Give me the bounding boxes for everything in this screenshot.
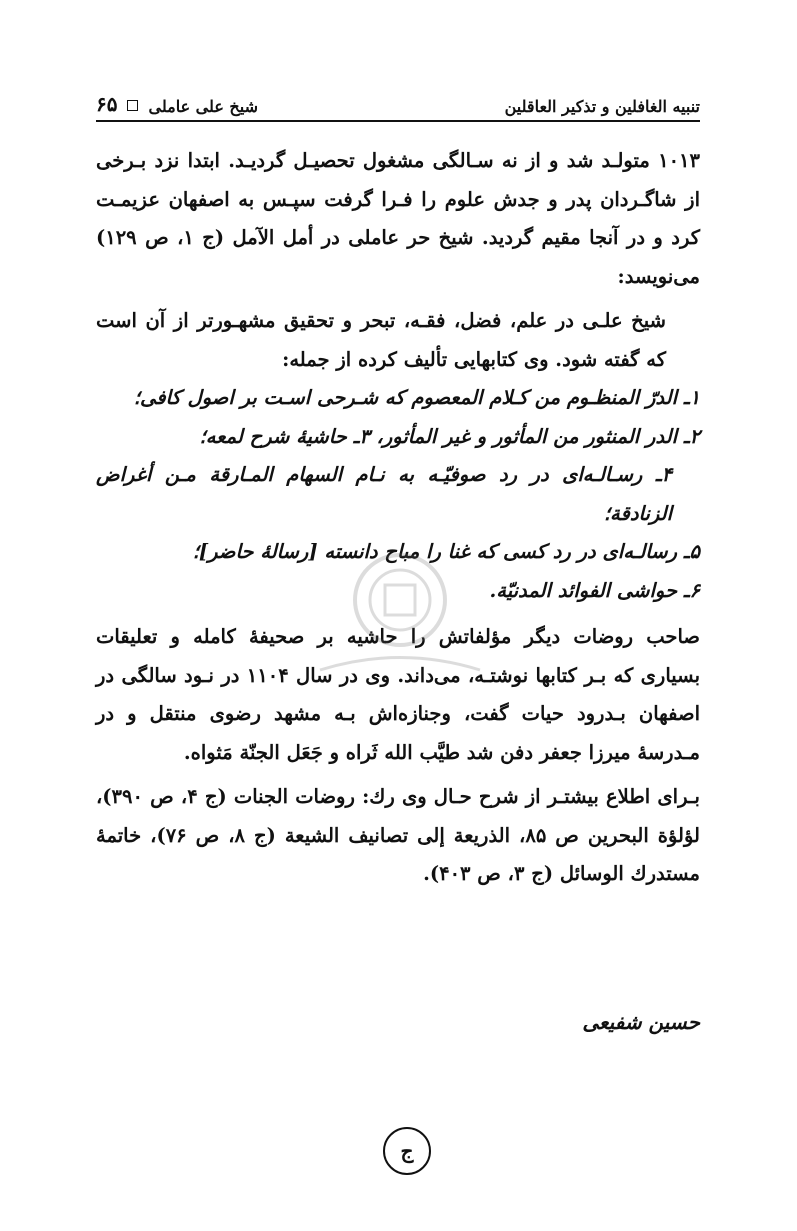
book-title: تنبیه الغافلین و تذکیر العاقلین [504, 97, 700, 116]
footer-page-letter: ج [400, 1139, 414, 1163]
author-name: شیخ علی عاملی [148, 97, 258, 116]
square-separator-icon [127, 100, 138, 111]
list-item-1: ۱ـ الدرّ المنظـوم من کـلام المعصوم که شـرحی اسـت بر اصول کافی؛ [133, 386, 700, 409]
quote-hurr-amili: شیخ علـی در علم، فضل، فقـه، تبحر و تحقیق مشهـورتر از آن است که گفته شود. وی کتابهایی تألیف کرده از جمله: [96, 309, 666, 371]
footer-page-mark [383, 1127, 431, 1175]
paragraph-references: بـرای اطلاع بیشتـر از شرح حـال وی رك: روضات الجنات (ج ۴، ص ۳۹۰)، لؤلؤة البحرین ص ۸۵، الذریعة إلی تصانیف الشیعة (ج ۸، ص ۷۶)، خاتمهٔ مستدرك الوسائل (ج ۳، ص ۴۰۳). [96, 785, 700, 885]
body-text [96, 142, 700, 900]
paragraph-other-works: صاحب روضات دیگر مؤلفاتش را حاشیه بر صحیفهٔ کامله و تعلیقات بسیاری که بـر کتابها نوشتـه، می‌داند. وی در سال ۱۱۰۴ در نـود سالگی در اصفهان بـدرود حیات گفت، وجنازه‌اش بـه مشهد رضوی منتقل و در مـدرسهٔ میرزا جعفر دفن شد طیَّب الله ثَراه و جَعَل الجنّة مَثواه. [96, 625, 700, 764]
running-header [96, 86, 700, 116]
list-item-4: ۴ـ رسـالـه‌ای در رد صوفیّـه به نـام السهام المـارقة مـن أغراض الزنادقة؛ [96, 463, 672, 525]
author-signature: حسین شفیعی [582, 1010, 700, 1034]
list-item-5: ۵ـ رسالـه‌ای در رد کسی که غنا را مباح دانسته [رسالهٔ حاضر]؛ [192, 540, 700, 563]
list-item-2-3: ۲ـ الدر المنثور من المأثور و غیر المأثور، ۳ـ حاشیهٔ شرح لمعه؛ [199, 424, 700, 448]
page-number: ۶۵ [96, 92, 118, 116]
spacer [96, 610, 700, 618]
paragraph-biography: ۱۰۱۳ متولـد شد و از نه سـالگی مشغول تحصیـل گردیـد. ابتدا نزد بـرخی از شاگـردان پدر و جدش علوم را فـرا گرفت سپـس به اصفهان عزیمـت کرد و در آنجا مقیم گردید. شیخ حر عاملی در أمل الآمل (ج ۱، ص ۱۲۹) می‌نویسد: [96, 149, 700, 288]
header-author-group [96, 92, 258, 116]
header-divider [96, 120, 700, 122]
list-item-6: ۶ـ حواشی الفوائد المدنیّة. [489, 578, 700, 602]
